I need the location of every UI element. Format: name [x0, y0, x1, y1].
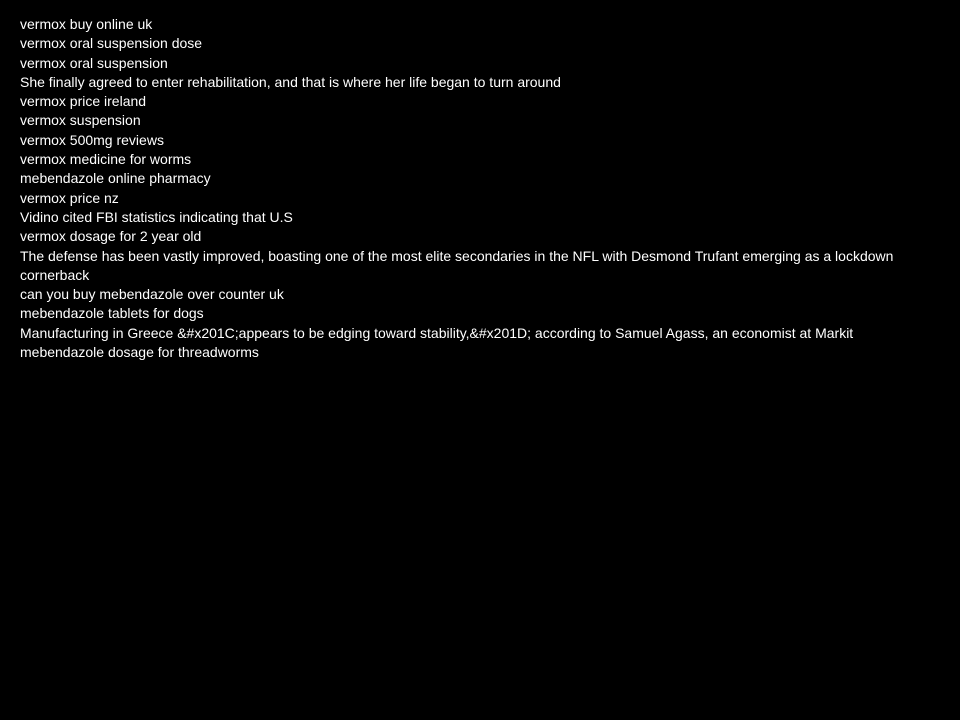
text-line: vermox medicine for worms — [20, 151, 192, 168]
text-line: vermox suspension — [20, 112, 141, 129]
text-line: mebendazole online pharmacy — [20, 170, 211, 187]
text-line: mebendazole tablets for dogs — [20, 305, 204, 322]
text-line: vermox oral suspension — [20, 54, 168, 71]
text-line: vermox 500mg reviews — [20, 131, 164, 148]
text-line: mebendazole dosage for threadworms — [20, 344, 259, 361]
text-line: She finally agreed to enter rehabilitation, and that is where her life began to turn around — [20, 73, 561, 90]
text-line: can you buy mebendazole over counter uk — [20, 286, 284, 303]
text-line: vermox oral suspension dose — [20, 35, 203, 52]
text-line: Vidino cited FBI statistics indicating that U.S — [20, 208, 293, 225]
text-line: The defense has been vastly improved, boasting one of the most elite secondaries in the NFL with Desmond Trufant emerging as a lockdown cornerback — [20, 247, 894, 283]
text-line: Manufacturing in Greece &#x201C;appears to be edging toward stability,&#x201D; according to Samuel Agass, an economist at Markit — [20, 324, 854, 341]
text-line: vermox price nz — [20, 189, 119, 206]
text-line: vermox buy online uk — [20, 16, 153, 32]
text-line: vermox price ireland — [20, 93, 147, 110]
text-line: vermox dosage for 2 year old — [20, 228, 202, 245]
text-list — [20, 15, 940, 362]
